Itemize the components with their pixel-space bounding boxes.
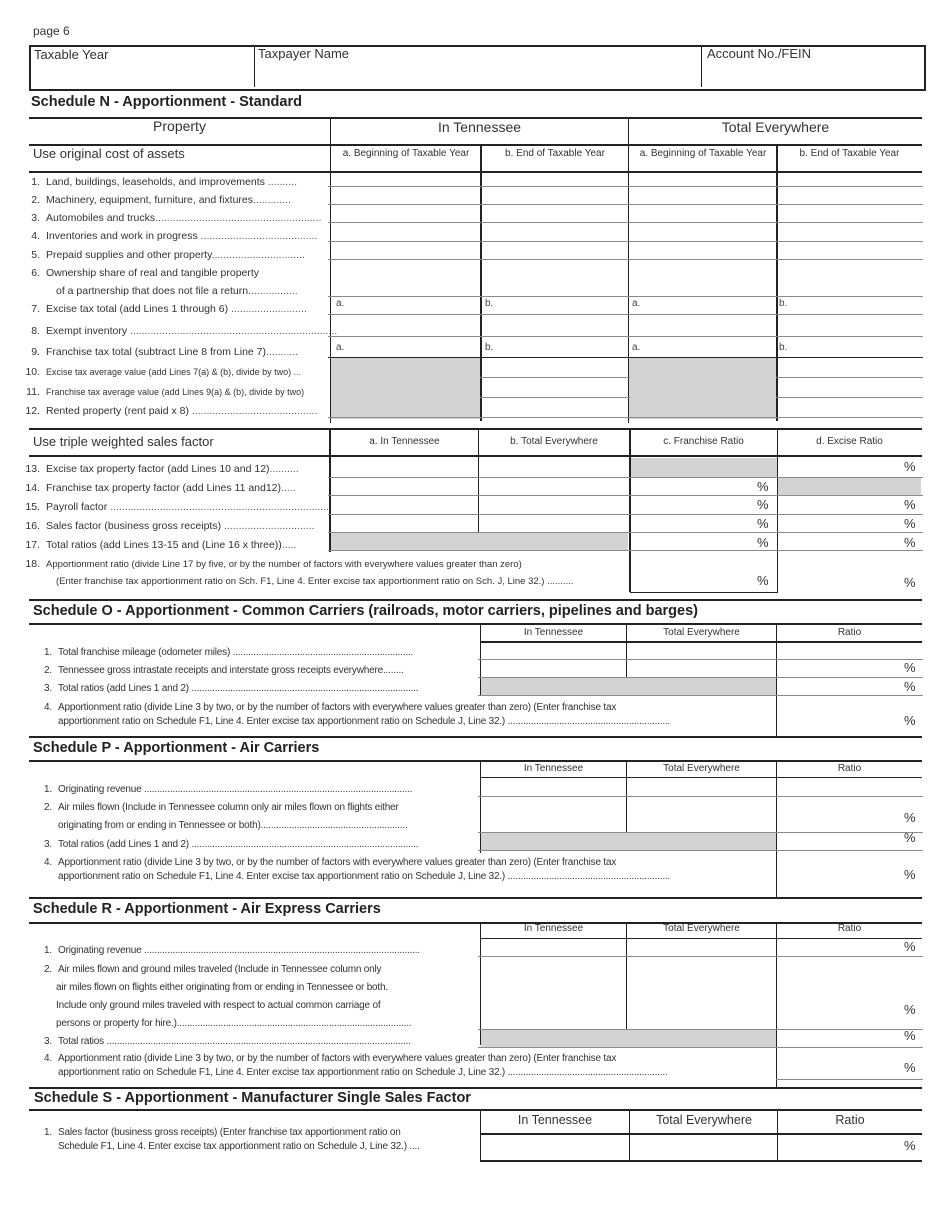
taxable-year-label: Taxable Year [34, 47, 109, 62]
sf-col-c: c. Franchise Ratio [663, 436, 744, 447]
schedule-o-row-2-col-2-field[interactable] [627, 660, 776, 677]
schedule-n-row-7-col-1-field[interactable] [331, 297, 480, 314]
rule [481, 1160, 922, 1162]
leader-dots: ....................................................................... [127, 325, 338, 337]
leader-dots: ................................ [211, 249, 305, 261]
percent-sign: % [904, 679, 916, 694]
line-number: 4. [44, 702, 52, 713]
col-b-end-tn: b. End of Taxable Year [505, 148, 605, 159]
schedule-n-row-5-col-1-field[interactable] [331, 242, 480, 259]
line-number: 1. [44, 1127, 52, 1138]
schedule-n-row-4-col-3-field[interactable] [629, 223, 776, 241]
rule [29, 623, 922, 625]
line-text: Land, buildings, leaseholds, and improvements [46, 176, 265, 188]
rule [29, 760, 922, 762]
r-line-3-label [40, 1036, 411, 1047]
schedule-n-row-1-col-2-field[interactable] [482, 172, 628, 186]
sales-factor-row-14-col-1-field[interactable] [331, 478, 478, 495]
shaded-cell [481, 678, 776, 695]
line-text: Inventories and work in progress [46, 230, 198, 242]
sales-factor-row-16-col-1-field[interactable] [331, 515, 478, 532]
schedule-n-row-6-col-3-field[interactable] [629, 260, 776, 296]
r-line-1-label [40, 945, 420, 956]
sales-factor-row-17-col-3-field[interactable] [631, 533, 777, 550]
rule [29, 897, 922, 899]
schedule-s-row-1-col-1-field[interactable] [481, 1135, 629, 1160]
sales-factor-row-15-col-2-field[interactable] [479, 496, 629, 514]
schedule-n-row-1-col-1-field[interactable] [331, 172, 480, 186]
rule [29, 736, 922, 738]
line-17-label [18, 539, 296, 551]
line-number: 7. [31, 303, 40, 315]
sales-factor-row-18-col-4-field[interactable] [778, 555, 922, 592]
leader-dots: ... [291, 367, 302, 377]
schedule-n-row-10-col-4-field[interactable] [778, 358, 922, 377]
schedule-n-row-8-col-4-field[interactable] [778, 315, 922, 336]
schedule-r-title: Schedule R - Apportionment - Air Express Carriers [33, 901, 381, 917]
schedule-n-row-12-col-4-field[interactable] [778, 398, 922, 417]
p-line-4-label-cont: apportionment ratio on Schedule F1, Line 4. Enter excise tax apportionment ratio on Schedule J, Line 32.) ............................................................... [58, 871, 671, 882]
schedule-p-row-4-col-3-field[interactable] [777, 851, 922, 896]
rule [29, 428, 922, 430]
p-line-1-label [40, 784, 412, 795]
schedule-n-row-8-col-3-field[interactable] [629, 315, 776, 336]
cell-b-label: b. [779, 342, 788, 353]
total-everywhere-header: Total Everywhere [721, 119, 830, 135]
line-number: 15. [25, 501, 40, 513]
line-text: Total ratios (add Lines 1 and 2) ........................................................................................ [58, 839, 419, 850]
schedule-n-row-8-col-2-field[interactable] [482, 315, 628, 336]
field-rule [630, 592, 778, 593]
schedule-n-row-2-col-4-field[interactable] [778, 187, 922, 204]
percent-sign: % [757, 497, 769, 512]
cell-a-label: a. [336, 342, 345, 353]
leader-dots: ......................................................... [155, 212, 322, 224]
s-line-1-label-cont: Schedule F1, Line 4. Enter excise tax apportionment ratio on Schedule J, Line 32.) .... [58, 1141, 420, 1152]
col-total-everywhere: Total Everywhere [656, 1113, 752, 1127]
line-text: Machinery, equipment, furniture, and fixtures [46, 194, 253, 206]
col-ratio: Ratio [837, 923, 862, 934]
schedule-o-row-4-col-3-field[interactable] [777, 696, 922, 735]
divider [254, 46, 255, 87]
line-number: 17. [25, 539, 40, 551]
taxpayer-name-field[interactable] [256, 63, 700, 85]
line-18-label-cont: (Enter franchise tax apportionment ratio on Sch. F1, Line 4. Enter excise tax apportionment ratio on Sch. J, Line 32.) .......... [56, 576, 574, 587]
line-text: Sales factor (business gross receipts) [46, 520, 222, 532]
schedule-p-title: Schedule P - Apportionment - Air Carriers [33, 740, 320, 756]
line-number: 2. [44, 802, 52, 813]
percent-sign: % [904, 1002, 916, 1017]
sales-factor-row-13-col-4-field[interactable] [778, 456, 922, 477]
percent-sign: % [904, 939, 916, 954]
schedule-n-row-11-col-4-field[interactable] [778, 378, 922, 397]
leader-dots: ........................................... [189, 405, 318, 417]
schedule-o-row-1-col-3-field[interactable] [777, 642, 922, 659]
schedule-r-row-4-col-3-field[interactable] [777, 1048, 922, 1079]
schedule-n-row-9-col-3-field[interactable] [629, 337, 776, 357]
schedule-n-row-3-col-3-field[interactable] [629, 205, 776, 222]
line-text: Apportionment ratio (divide Line 3 by two, or by the number of factors with everywhere values greater than zero) (Enter franchise tax [58, 1053, 617, 1064]
line-6-label-cont [56, 285, 298, 297]
line-number: 8. [31, 325, 40, 337]
line-text: Excise tax total (add Lines 1 through 6) [46, 303, 229, 315]
col-ratio: Ratio [837, 627, 862, 638]
schedule-n-row-4-col-4-field[interactable] [778, 223, 922, 241]
divider [701, 46, 702, 87]
cell-a-label: a. [632, 298, 641, 309]
account-label: Account No./FEIN [707, 46, 812, 61]
r-line-4-label [40, 1053, 616, 1064]
schedule-n-row-9-col-4-field[interactable] [778, 337, 922, 357]
schedule-o-row-1-col-2-field[interactable] [627, 642, 776, 659]
s-line-1-label [40, 1127, 401, 1138]
percent-sign: % [757, 479, 769, 494]
sales-factor-row-13-col-2-field[interactable] [479, 456, 629, 477]
leader-dots: ................. [248, 285, 298, 297]
line-text: Franchise tax property factor (add Lines 11 and12) [46, 482, 282, 494]
line-number: 3. [44, 839, 52, 850]
percent-sign: % [904, 830, 916, 845]
line-number: 3. [44, 1036, 52, 1047]
shaded-cell [629, 358, 776, 419]
schedule-n-row-4-col-2-field[interactable] [482, 223, 628, 241]
percent-sign: % [904, 1060, 916, 1075]
p-line-2-label [40, 802, 399, 813]
percent-sign: % [757, 573, 769, 588]
schedule-n-row-8-col-1-field[interactable] [331, 315, 480, 336]
schedule-n-row-7-col-4-field[interactable] [778, 297, 922, 314]
schedule-n-row-7-col-3-field[interactable] [629, 297, 776, 314]
schedule-n-row-12-col-2-field[interactable] [482, 398, 628, 417]
r-line-4-label-cont: apportionment ratio on Schedule F1, Line 4. Enter excise tax apportionment ratio on Schedule J, Line 32.) .............................................................. [58, 1067, 668, 1078]
col-ratio: Ratio [837, 763, 862, 774]
shaded-cell [331, 533, 628, 550]
o-line-4-label-cont: apportionment ratio on Schedule F1, Line 4. Enter excise tax apportionment ratio on Schedule J, Line 32.) ............................................................... [58, 716, 671, 727]
schedule-p-row-3-col-3-field[interactable] [777, 833, 922, 850]
sales-factor-row-15-col-4-field[interactable] [778, 496, 922, 514]
line-number: 3. [44, 683, 52, 694]
rule [29, 1109, 922, 1111]
schedule-n-row-5-col-4-field[interactable] [778, 242, 922, 259]
col-in-tennessee: In Tennessee [517, 1113, 593, 1127]
property-header: Property [153, 118, 206, 134]
line-13-label [18, 463, 299, 475]
col-a-begin-tn: a. Beginning of Taxable Year [342, 148, 470, 159]
schedule-s-row-1-col-3-field[interactable] [778, 1135, 922, 1160]
line-text: Total franchise mileage (odometer miles) ...................................................................... [58, 647, 414, 658]
percent-sign: % [904, 459, 916, 474]
schedule-o-title: Schedule O - Apportionment - Common Carriers (railroads, motor carriers, pipelines and barges) [33, 603, 698, 619]
line-number: 16. [25, 520, 40, 532]
sf-col-b: b. Total Everywhere [510, 436, 598, 447]
line-14-label [18, 482, 296, 494]
cell-a-label: a. [336, 298, 345, 309]
schedule-o-row-3-col-3-field[interactable] [777, 678, 922, 695]
o-line-3-label [40, 683, 418, 694]
leader-dots: ........................................................................... [107, 501, 329, 513]
cell-b-label: b. [485, 342, 494, 353]
schedule-n-row-1-col-3-field[interactable] [629, 172, 776, 186]
leader-dots: ..... [281, 482, 296, 494]
p-line-4-label [40, 857, 616, 868]
shaded-cell [481, 833, 776, 850]
r-line-2-label-cont: Include only ground miles traveled with respect to actual common carriage of [56, 1000, 381, 1011]
percent-sign: % [904, 660, 916, 675]
percent-sign: % [757, 535, 769, 550]
leader-dots: ........... [266, 346, 299, 358]
cell-a-label: a. [632, 342, 641, 353]
line-number: 1. [31, 176, 40, 188]
line-text: Exempt inventory [46, 325, 128, 337]
line-number: 3. [31, 212, 40, 224]
percent-sign: % [904, 1028, 916, 1043]
schedule-s-row-1-col-2-field[interactable] [630, 1135, 777, 1160]
percent-sign: % [904, 713, 916, 728]
percent-sign: % [757, 516, 769, 531]
in-tennessee-header: In Tennessee [437, 119, 522, 135]
line-5-label [18, 249, 305, 261]
schedule-n-title: Schedule N - Apportionment - Standard [31, 94, 302, 110]
line-number: 18. [25, 558, 40, 570]
schedule-p-row-1-col-1-field[interactable] [481, 778, 626, 796]
o-line-1-label [40, 647, 413, 658]
percent-sign: % [904, 1138, 916, 1153]
line-text: Ownership share of real and tangible property [46, 267, 260, 279]
sales-factor-row-18-col-3-field[interactable] [631, 555, 777, 592]
schedule-n-row-3-col-1-field[interactable] [331, 205, 480, 222]
shaded-cell [331, 358, 480, 419]
schedule-n-row-9-col-2-field[interactable] [482, 337, 628, 357]
line-text: of a partnership that does not file a return [56, 285, 249, 297]
r-line-2-label-cont: persons or property for hire.)........................................................................................... [56, 1018, 412, 1029]
line-number: 4. [44, 857, 52, 868]
schedule-n-row-5-col-2-field[interactable] [482, 242, 628, 259]
leader-dots: .......... [269, 463, 299, 475]
schedule-n-row-3-col-2-field[interactable] [482, 205, 628, 222]
schedule-r-row-1-col-3-field[interactable] [777, 939, 922, 956]
schedule-n-row-3-col-4-field[interactable] [778, 205, 922, 222]
line-text: Prepaid supplies and other property [46, 249, 212, 261]
schedule-n-row-2-col-2-field[interactable] [482, 187, 628, 204]
shaded-cell [631, 458, 777, 478]
leader-dots: ............. [253, 194, 291, 206]
line-number: 2. [31, 194, 40, 206]
sales-factor-row-15-col-3-field[interactable] [631, 496, 777, 514]
col-total-everywhere: Total Everywhere [663, 763, 740, 774]
o-line-2-label [40, 665, 404, 676]
schedule-n-row-4-col-1-field[interactable] [331, 223, 480, 241]
line-6-label [18, 267, 259, 279]
shaded-cell [778, 478, 921, 495]
line-text: Excise tax property factor (add Lines 10 and 12) [46, 463, 270, 475]
sales-factor-row-13-col-1-field[interactable] [331, 456, 478, 477]
sf-col-d: d. Excise Ratio [816, 436, 883, 447]
line-number: 14. [25, 482, 40, 494]
schedule-p-row-2-col-2-field[interactable] [627, 797, 776, 832]
col-in-tennessee: In Tennessee [523, 627, 584, 638]
line-number: 2. [44, 964, 52, 975]
line-15-label [18, 501, 329, 513]
line-18-label [18, 558, 522, 570]
schedule-p-row-1-col-3-field[interactable] [777, 778, 922, 796]
line-text: Automobiles and trucks [46, 212, 156, 224]
line-text: Rented property (rent paid x 8) [46, 405, 189, 417]
sf-col-a: a. In Tennessee [369, 436, 440, 447]
leader-dots: ........................................ [197, 230, 318, 242]
sales-factor-row-14-col-2-field[interactable] [479, 478, 629, 495]
line-text: Air miles flown and ground miles traveled (Include in Tennessee column only [58, 964, 382, 975]
page-label: page 6 [33, 24, 70, 38]
schedule-r-row-2-col-3-field[interactable] [777, 957, 922, 1029]
taxable-year-field[interactable] [31, 63, 253, 85]
schedule-n-row-2-col-3-field[interactable] [629, 187, 776, 204]
line-number: 5. [31, 249, 40, 261]
line-number: 6. [31, 267, 40, 279]
field-rule [328, 417, 923, 418]
sales-factor-label: Use triple weighted sales factor [33, 434, 214, 449]
line-text: Originating revenue ........................................................................................................ [58, 784, 413, 795]
line-number: 11. [26, 386, 40, 398]
sales-factor-row-16-col-4-field[interactable] [778, 515, 922, 532]
schedule-r-row-2-col-1-field[interactable] [481, 957, 626, 1029]
schedule-n-row-5-col-3-field[interactable] [629, 242, 776, 259]
schedule-r-row-1-col-2-field[interactable] [627, 939, 776, 956]
line-number: 1. [44, 945, 52, 956]
rule [29, 1087, 922, 1089]
col-ratio: Ratio [835, 1113, 865, 1127]
line-text: Apportionment ratio (divide Line 3 by two, or by the number of factors with everywhere values greater than zero) (Enter franchise tax [58, 857, 617, 868]
line-8-label [18, 325, 337, 337]
schedule-n-row-7-col-2-field[interactable] [482, 297, 628, 314]
line-text: Total ratios (add Lines 1 and 2) ........................................................................................ [58, 683, 419, 694]
sales-factor-row-16-col-3-field[interactable] [631, 515, 777, 532]
line-number: 10. [25, 366, 40, 378]
schedule-p-row-1-col-2-field[interactable] [627, 778, 776, 796]
percent-sign: % [904, 575, 916, 590]
line-text: Air miles flown (Include in Tennessee column only air miles flown on flights either [58, 802, 399, 813]
schedule-o-row-2-col-1-field[interactable] [481, 660, 626, 677]
schedule-n-row-11-col-2-field[interactable] [482, 378, 628, 397]
sales-factor-row-14-col-3-field[interactable] [631, 478, 777, 495]
col-in-tennessee: In Tennessee [523, 923, 584, 934]
line-number: 9. [31, 346, 40, 358]
cell-b-label: b. [779, 298, 788, 309]
col-a-begin-total: a. Beginning of Taxable Year [639, 148, 767, 159]
schedule-n-row-6-col-1-field[interactable] [331, 260, 480, 296]
shaded-cell [481, 1030, 776, 1047]
account-field[interactable] [703, 63, 921, 85]
schedule-p-row-2-col-3-field[interactable] [777, 797, 922, 832]
field-rule [776, 1079, 923, 1080]
percent-sign: % [904, 810, 916, 825]
line-text: Sales factor (business gross receipts) (Enter franchise tax apportionment ratio on [58, 1127, 401, 1138]
line-text: Tennessee gross intrastate receipts and interstate gross receipts everywhere........ [58, 665, 404, 676]
schedule-s-title: Schedule S - Apportionment - Manufacturer Single Sales Factor [34, 1090, 471, 1106]
line-number: 1. [44, 647, 52, 658]
p-line-3-label [40, 839, 418, 850]
rule [29, 599, 922, 601]
percent-sign: % [904, 516, 916, 531]
line-text: Payroll factor [46, 501, 108, 513]
schedule-n-row-10-col-2-field[interactable] [482, 358, 628, 377]
line-4-label [18, 230, 317, 242]
schedule-n-row-6-col-4-field[interactable] [778, 260, 922, 296]
line-text: Franchise tax average value (add Lines 9(a) & (b), divide by two) [46, 387, 305, 397]
line-text: Total ratios (add Lines 13-15 and (Line 16 x three)) [46, 539, 282, 551]
line-10-label [18, 366, 301, 378]
line-number: 13. [25, 463, 40, 475]
schedule-r-row-2-col-2-field[interactable] [627, 957, 776, 1029]
line-16-label [18, 520, 314, 532]
leader-dots: .......... [264, 176, 297, 188]
line-number: 4. [44, 1053, 52, 1064]
line-1-label [18, 176, 297, 188]
sales-factor-row-15-col-1-field[interactable] [331, 496, 478, 514]
line-12-label [18, 405, 317, 417]
o-line-4-label [40, 702, 616, 713]
taxpayer-name-label: Taxpayer Name [258, 46, 350, 61]
line-9-label [18, 346, 298, 358]
line-number: 4. [31, 230, 40, 242]
r-line-2-label [40, 964, 381, 975]
schedule-n-row-2-col-1-field[interactable] [331, 187, 480, 204]
line-text: Originating revenue ........................................................................................................... [58, 945, 420, 956]
line-2-label [18, 194, 291, 206]
line-text: Excise tax average value (add Lines 7(a) & (b), divide by two) [46, 367, 292, 377]
line-text: Apportionment ratio (divide Line 17 by five, or by the number of factors with everywhere values greater than zero) [46, 559, 522, 570]
cell-b-label: b. [485, 298, 494, 309]
percent-sign: % [904, 867, 916, 882]
sales-factor-row-17-col-4-field[interactable] [778, 533, 922, 550]
schedule-o-row-2-col-3-field[interactable] [777, 660, 922, 677]
percent-sign: % [904, 535, 916, 550]
leader-dots: .......................... [228, 303, 307, 315]
line-number: 1. [44, 784, 52, 795]
schedule-n-row-1-col-4-field[interactable] [778, 172, 922, 186]
leader-dots: ..... [281, 539, 297, 551]
line-text: Franchise tax total (subtract Line 8 from Line 7) [46, 346, 267, 358]
schedule-p-row-2-col-1-field[interactable] [481, 797, 626, 832]
original-cost-label: Use original cost of assets [33, 146, 185, 161]
line-3-label [18, 212, 321, 224]
schedule-n-row-6-col-2-field[interactable] [482, 260, 628, 296]
r-line-2-label-cont: air miles flown on flights either originating from or ending in Tennessee or both. [56, 982, 388, 993]
schedule-o-row-1-col-1-field[interactable] [481, 642, 626, 659]
schedule-r-row-3-col-3-field[interactable] [777, 1030, 922, 1047]
line-text: Apportionment ratio (divide Line 3 by two, or by the number of factors with everywhere values greater than zero) (Enter franchise tax [58, 702, 617, 713]
field-rule [328, 550, 923, 551]
schedule-n-row-9-col-1-field[interactable] [331, 337, 480, 357]
line-11-label [18, 386, 304, 398]
line-number: 12. [25, 405, 40, 417]
col-total-everywhere: Total Everywhere [663, 627, 740, 638]
col-in-tennessee: In Tennessee [523, 763, 584, 774]
col-total-everywhere: Total Everywhere [663, 923, 740, 934]
line-text: Total ratios ...................................................................................................................... [58, 1036, 411, 1047]
line-number: 2. [44, 665, 52, 676]
schedule-r-row-1-col-1-field[interactable] [481, 939, 626, 956]
col-b-end-total: b. End of Taxable Year [799, 148, 900, 159]
line-7-label [18, 303, 307, 315]
leader-dots: ............................... [221, 520, 315, 532]
sales-factor-row-16-col-2-field[interactable] [479, 515, 629, 532]
p-line-2-label-cont: originating from or ending in Tennessee or both)......................................................... [58, 820, 408, 831]
percent-sign: % [904, 497, 916, 512]
